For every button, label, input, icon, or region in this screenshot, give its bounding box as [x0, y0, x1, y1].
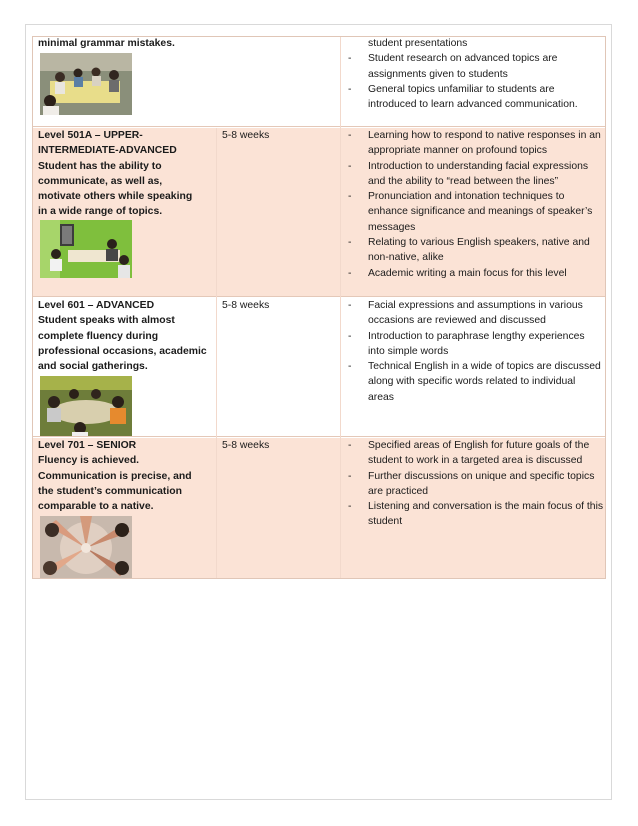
table-border [32, 36, 606, 579]
level-description-line: Student has the ability to [38, 160, 162, 172]
topic-item: - Introduction to paraphrase lengthy experiences into simple words [348, 330, 585, 357]
level-description-line: the student’s communication [38, 485, 182, 497]
level-description-line: minimal grammar mistakes. [38, 38, 175, 49]
level-title: Level 601 – ADVANCED [38, 300, 155, 311]
duration-value: 5-8 weeks [222, 130, 270, 141]
level-title: Level 501A – UPPER- [38, 130, 143, 141]
topic-item: - Facial expressions and assumptions in various occasions are reviewed and discussed [348, 300, 583, 327]
topic-item: - Relating to various English speakers, native and non-native, alike [348, 237, 590, 264]
topic-item: - Further discussions on unique and specific topics are practiced [348, 470, 595, 497]
level-title: Level 701 – SENIOR [38, 440, 137, 451]
level-description-line: Student speaks with almost [38, 315, 175, 327]
duration-value: 5-8 weeks [222, 300, 270, 311]
level-description-line: motivate others while speaking [38, 191, 193, 203]
topic-item: - Learning how to respond to native responses in an appropriate manner on profound topics [348, 130, 601, 157]
topic-item: - Listening and conversation is the main focus of this student [348, 501, 604, 528]
topic-item: student presentations [368, 38, 468, 49]
level-description-line: Fluency is achieved. [38, 455, 140, 467]
duration-value: 5-8 weeks [222, 440, 270, 451]
level-description-line: complete fluency during [38, 330, 159, 342]
level-description-line: Communication is precise, and [38, 470, 192, 482]
level-description-line: and social gatherings. [38, 361, 148, 373]
topic-item: - Student research on advanced topics are assignments given to students [348, 53, 558, 80]
topic-item: - General topics unfamiliar to students are introduced to learn advanced communication. [348, 83, 578, 111]
level-description-line: communicate, as well as, [38, 175, 163, 187]
level-title: INTERMEDIATE-ADVANCED [38, 145, 177, 157]
topic-item: - Introduction to understanding facial expressions and the ability to “read between the lines” [348, 160, 589, 187]
topic-item: - Academic writing a main focus for this level [348, 267, 567, 279]
level-description-line: professional occasions, academic [38, 345, 207, 357]
level-description-line: comparable to a native. [38, 501, 154, 513]
topic-item: - Technical English in a wide of topics are discussed along with specific words related to individual areas [348, 361, 601, 403]
level-description-line: in a wide range of topics. [38, 206, 163, 218]
topic-item: - Specified areas of English for future goals of the student to work in a targeted area is discussed [348, 440, 590, 467]
topic-item: - Pronunciation and intonation techniques to enhance significance and meanings of speaker’s messages [348, 191, 593, 233]
